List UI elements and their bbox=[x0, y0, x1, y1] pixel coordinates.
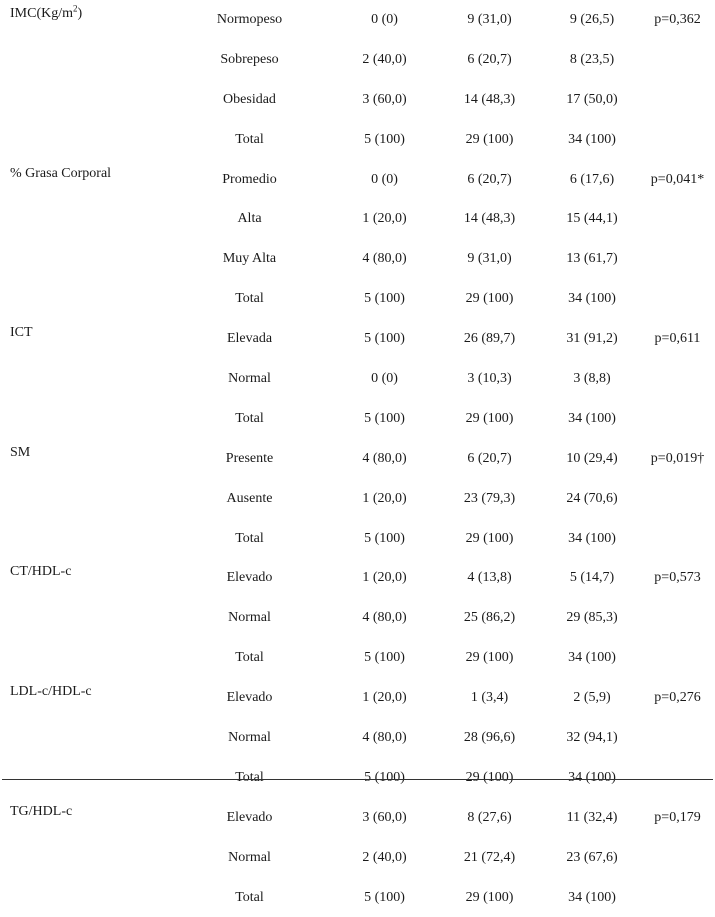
table-row bbox=[2, 80, 713, 120]
table-row bbox=[2, 399, 713, 439]
p-value-cell: p=0,019† bbox=[650, 450, 705, 466]
table-row bbox=[2, 319, 713, 359]
group1-count-cell: 5 (100) bbox=[364, 889, 405, 905]
variable-empty-cell bbox=[2, 279, 167, 319]
group2-count-cell: 29 (100) bbox=[465, 889, 514, 905]
variable-name: LDL-c/HDL-c bbox=[10, 684, 92, 700]
variable-empty-cell bbox=[2, 120, 167, 160]
category-cell: Total bbox=[235, 410, 264, 426]
variable-empty-cell bbox=[2, 479, 167, 519]
table-row bbox=[2, 0, 713, 40]
group2-count-cell: 9 (31,0) bbox=[467, 11, 512, 27]
group1-count-cell: 4 (80,0) bbox=[362, 610, 407, 626]
group2-count-cell: 4 (13,8) bbox=[467, 570, 512, 586]
total-count-cell: 34 (100) bbox=[568, 769, 616, 785]
total-count-cell: 11 (32,4) bbox=[566, 809, 618, 825]
variable-name-cell bbox=[2, 558, 167, 598]
total-count-cell: 31 (91,2) bbox=[566, 331, 618, 347]
variable-name: SM bbox=[10, 444, 31, 460]
p-value-empty-cell bbox=[642, 479, 713, 519]
table-row bbox=[2, 40, 713, 80]
category-cell: Normal bbox=[228, 610, 271, 626]
total-count-cell: 5 (14,7) bbox=[569, 570, 615, 586]
p-value-cell: p=0,179 bbox=[654, 809, 701, 825]
group2-count-cell: 29 (100) bbox=[465, 410, 514, 426]
table-row bbox=[2, 160, 713, 200]
category-cell: Normal bbox=[228, 849, 271, 865]
group1-count-cell: 4 (80,0) bbox=[362, 729, 407, 745]
p-value-empty-cell bbox=[642, 239, 713, 279]
p-value-cell: p=0,276 bbox=[654, 690, 701, 706]
total-count-cell: 10 (29,4) bbox=[566, 450, 618, 466]
group1-count-cell: 1 (20,0) bbox=[362, 211, 407, 227]
table-row bbox=[2, 678, 713, 718]
group2-count-cell: 21 (72,4) bbox=[463, 849, 516, 865]
category-cell: Elevado bbox=[226, 570, 273, 586]
p-value-empty-cell bbox=[642, 878, 713, 917]
table-row bbox=[2, 199, 713, 239]
category-cell: Total bbox=[235, 291, 264, 307]
variable-empty-cell bbox=[2, 359, 167, 399]
category-cell: Ausente bbox=[226, 490, 273, 506]
variable-empty-cell bbox=[2, 598, 167, 638]
category-cell: Elevada bbox=[226, 331, 273, 347]
group2-count-cell: 26 (89,7) bbox=[463, 331, 516, 347]
variable-name: ICT bbox=[10, 325, 33, 341]
group1-count-cell: 2 (40,0) bbox=[362, 51, 407, 67]
total-count-cell: 15 (44,1) bbox=[566, 211, 618, 227]
variable-empty-cell bbox=[2, 758, 167, 798]
group2-count-cell: 29 (100) bbox=[465, 291, 514, 307]
group1-count-cell: 5 (100) bbox=[364, 331, 405, 347]
category-cell: Obesidad bbox=[223, 91, 276, 107]
group1-count-cell: 1 (20,0) bbox=[362, 570, 407, 586]
variable-name-cell bbox=[2, 160, 167, 200]
group1-count-cell: 5 (100) bbox=[364, 291, 405, 307]
total-count-cell: 34 (100) bbox=[568, 650, 616, 666]
group1-count-cell: 0 (0) bbox=[371, 11, 398, 27]
total-count-cell: 24 (70,6) bbox=[566, 490, 618, 506]
total-count-cell: 9 (26,5) bbox=[569, 11, 615, 27]
total-count-cell: 2 (5,9) bbox=[573, 690, 611, 706]
variable-empty-cell bbox=[2, 878, 167, 917]
total-count-cell: 34 (100) bbox=[568, 410, 616, 426]
p-value-cell: p=0,362 bbox=[654, 11, 701, 27]
table-row bbox=[2, 718, 713, 758]
category-cell: Presente bbox=[225, 450, 274, 466]
table-row bbox=[2, 359, 713, 399]
variable-name: % Grasa Corporal bbox=[10, 165, 112, 181]
variable-empty-cell bbox=[2, 519, 167, 559]
results-table-region bbox=[2, 0, 713, 905]
variable-superscript: 2 bbox=[73, 3, 78, 14]
total-count-cell: 32 (94,1) bbox=[566, 729, 618, 745]
total-count-cell: 23 (67,6) bbox=[566, 849, 618, 865]
group2-count-cell: 14 (48,3) bbox=[463, 91, 516, 107]
variable-empty-cell bbox=[2, 399, 167, 439]
table-row bbox=[2, 439, 713, 479]
group1-count-cell: 4 (80,0) bbox=[362, 450, 407, 466]
variable-name: TG/HDL-c bbox=[10, 803, 73, 819]
group1-count-cell: 5 (100) bbox=[364, 410, 405, 426]
group2-count-cell: 29 (100) bbox=[465, 530, 514, 546]
variable-name-cell bbox=[2, 319, 167, 359]
group1-count-cell: 0 (0) bbox=[371, 370, 398, 386]
category-cell: Total bbox=[235, 889, 264, 905]
category-cell: Total bbox=[235, 650, 264, 666]
variable-name-cell bbox=[2, 0, 167, 40]
variable-empty-cell bbox=[2, 718, 167, 758]
total-count-cell: 29 (85,3) bbox=[566, 610, 618, 626]
total-count-cell: 34 (100) bbox=[568, 889, 616, 905]
variable-name-cell bbox=[2, 439, 167, 479]
table-row bbox=[2, 239, 713, 279]
table-row bbox=[2, 758, 713, 798]
variable-name: CT/HDL-c bbox=[10, 564, 72, 580]
group1-count-cell: 3 (60,0) bbox=[362, 809, 407, 825]
group2-count-cell: 14 (48,3) bbox=[463, 211, 516, 227]
p-value-empty-cell bbox=[642, 519, 713, 559]
p-value-cell: p=0,041* bbox=[650, 171, 705, 187]
table-row bbox=[2, 878, 713, 917]
total-count-cell: 34 (100) bbox=[568, 291, 616, 307]
group1-count-cell: 4 (80,0) bbox=[362, 251, 407, 267]
group1-count-cell: 2 (40,0) bbox=[362, 849, 407, 865]
table-row bbox=[2, 519, 713, 559]
p-value-empty-cell bbox=[642, 279, 713, 319]
p-value-empty-cell bbox=[642, 120, 713, 160]
category-cell: Total bbox=[235, 530, 264, 546]
group2-count-cell: 29 (100) bbox=[465, 650, 514, 666]
group2-count-cell: 23 (79,3) bbox=[463, 490, 516, 506]
p-value-empty-cell bbox=[642, 598, 713, 638]
group1-count-cell: 5 (100) bbox=[364, 530, 405, 546]
group1-count-cell: 5 (100) bbox=[364, 650, 405, 666]
variable-suffix: ) bbox=[77, 6, 83, 21]
p-value-empty-cell bbox=[642, 80, 713, 120]
group1-count-cell: 3 (60,0) bbox=[362, 91, 407, 107]
table-row bbox=[2, 598, 713, 638]
p-value-empty-cell bbox=[642, 638, 713, 678]
total-count-cell: 34 (100) bbox=[568, 131, 616, 147]
p-value-empty-cell bbox=[642, 838, 713, 878]
total-count-cell: 6 (17,6) bbox=[569, 171, 615, 187]
category-cell: Promedio bbox=[222, 171, 277, 187]
variable-empty-cell bbox=[2, 838, 167, 878]
group1-count-cell: 5 (100) bbox=[364, 769, 405, 785]
p-value-empty-cell bbox=[642, 399, 713, 439]
p-value-empty-cell bbox=[642, 199, 713, 239]
category-cell: Muy Alta bbox=[222, 251, 277, 267]
total-count-cell: 3 (8,8) bbox=[573, 370, 611, 386]
category-cell: Elevado bbox=[226, 690, 273, 706]
p-value-cell: p=0,573 bbox=[654, 570, 701, 586]
table-row bbox=[2, 558, 713, 598]
total-count-cell: 8 (23,5) bbox=[569, 51, 615, 67]
variable-name: IMC(Kg/m bbox=[10, 6, 73, 21]
variable-name-cell bbox=[2, 798, 167, 838]
category-cell: Normopeso bbox=[216, 11, 283, 27]
group2-count-cell: 29 (100) bbox=[465, 131, 514, 147]
group1-count-cell: 5 (100) bbox=[364, 131, 405, 147]
table-row bbox=[2, 638, 713, 678]
variable-empty-cell bbox=[2, 80, 167, 120]
group2-count-cell: 3 (10,3) bbox=[467, 370, 512, 386]
group2-count-cell: 9 (31,0) bbox=[467, 251, 512, 267]
total-count-cell: 13 (61,7) bbox=[566, 251, 618, 267]
category-cell: Normal bbox=[228, 370, 271, 386]
group1-count-cell: 0 (0) bbox=[371, 171, 398, 187]
variable-empty-cell bbox=[2, 239, 167, 279]
total-count-cell: 17 (50,0) bbox=[566, 91, 618, 107]
group2-count-cell: 28 (96,6) bbox=[463, 729, 516, 745]
variable-empty-cell bbox=[2, 40, 167, 80]
table-row bbox=[2, 479, 713, 519]
p-value-empty-cell bbox=[642, 718, 713, 758]
group1-count-cell: 1 (20,0) bbox=[362, 690, 407, 706]
variable-empty-cell bbox=[2, 199, 167, 239]
group2-count-cell: 29 (100) bbox=[465, 769, 514, 785]
p-value-empty-cell bbox=[642, 758, 713, 798]
table-bottom-rule bbox=[2, 779, 713, 780]
table-row bbox=[2, 279, 713, 319]
group2-count-cell: 6 (20,7) bbox=[467, 171, 512, 187]
variable-name-cell bbox=[2, 678, 167, 718]
category-cell: Alta bbox=[237, 211, 262, 227]
group2-count-cell: 25 (86,2) bbox=[463, 610, 516, 626]
group2-count-cell: 6 (20,7) bbox=[467, 450, 512, 466]
group2-count-cell: 8 (27,6) bbox=[467, 809, 512, 825]
group1-count-cell: 1 (20,0) bbox=[362, 490, 407, 506]
group2-count-cell: 1 (3,4) bbox=[470, 690, 509, 706]
p-value-empty-cell bbox=[642, 40, 713, 80]
table-row bbox=[2, 120, 713, 160]
group2-count-cell: 6 (20,7) bbox=[467, 51, 512, 67]
variable-empty-cell bbox=[2, 638, 167, 678]
category-cell: Total bbox=[235, 769, 264, 785]
p-value-empty-cell bbox=[642, 359, 713, 399]
category-cell: Elevado bbox=[226, 809, 273, 825]
category-cell: Sobrepeso bbox=[220, 51, 279, 67]
table-row bbox=[2, 798, 713, 838]
category-cell: Total bbox=[235, 131, 264, 147]
table-row bbox=[2, 838, 713, 878]
category-cell: Normal bbox=[228, 729, 271, 745]
p-value-cell: p=0,611 bbox=[654, 331, 701, 347]
total-count-cell: 34 (100) bbox=[568, 530, 616, 546]
